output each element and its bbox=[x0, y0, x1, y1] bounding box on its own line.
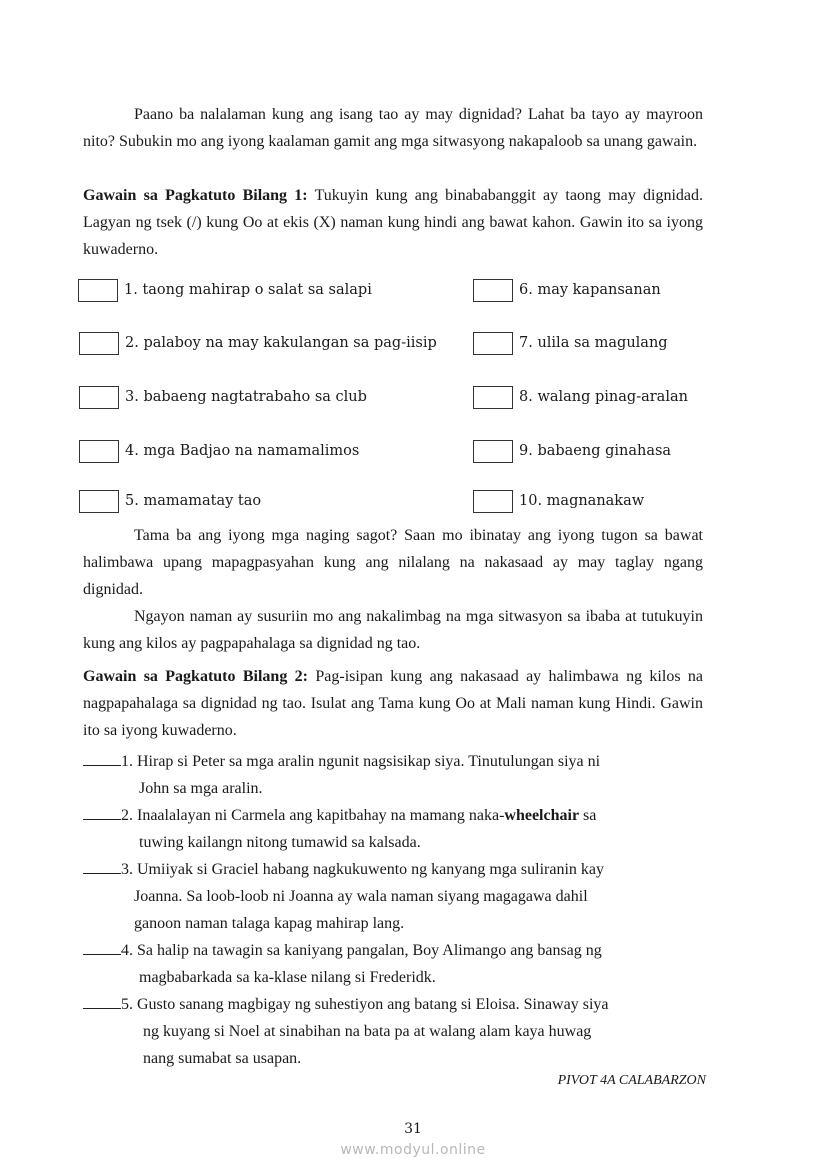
question-text: 2. Inaalalayan ni Carmela ang kapitbahay na mamang naka- bbox=[121, 807, 505, 824]
checklist-label: 1. taong mahirap o salat sa salapi bbox=[124, 282, 372, 298]
intro-paragraph: Paano ba nalalaman kung ang isang tao ay may dignidad? Lahat ba tayo ay mayroon nito? Subukin mo ang iyong kaalaman gamit ang mga sitwasyong nakapaloob sa unang gawain. bbox=[83, 106, 703, 150]
checklist-label: 7. ulila sa magulang bbox=[519, 335, 668, 351]
activity2-paragraph bbox=[83, 663, 703, 744]
answer-checkbox[interactable] bbox=[79, 332, 119, 355]
activity2-heading: Gawain sa Pagkatuto Bilang 2: bbox=[83, 668, 309, 685]
checklist-label: 6. may kapansanan bbox=[519, 282, 661, 298]
answer-blank[interactable] bbox=[83, 805, 121, 820]
question-item bbox=[83, 937, 713, 991]
checklist-item bbox=[79, 330, 437, 356]
transition-paragraph: Ngayon naman ay susuriin mo ang nakalimbag na mga sitwasyon sa ibaba at tutukuyin kung ang kilos ay pagpapahalaga sa dignidad ng tao. bbox=[83, 608, 703, 652]
answer-blank[interactable] bbox=[83, 751, 121, 766]
page-number: 31 bbox=[404, 1121, 422, 1137]
footer-source: PIVOT 4A CALABARZON bbox=[557, 1073, 706, 1088]
question-text: sa bbox=[579, 807, 597, 824]
checklist-label: 4. mga Badjao na namamalimos bbox=[125, 443, 360, 459]
watermark: www.modyul.online bbox=[340, 1142, 486, 1158]
question-text: 3. Umiiyak si Graciel habang nagkukuwento ng kanyang mga suliranin kay bbox=[121, 861, 604, 878]
question-text: 5. Gusto sanang magbigay ng suhestiyon ang batang si Eloisa. Sinaway siya bbox=[121, 996, 609, 1013]
answer-blank[interactable] bbox=[83, 994, 121, 1009]
checklist-item bbox=[473, 488, 644, 514]
answer-checkbox[interactable] bbox=[78, 279, 118, 302]
activity2-instructions: Pag-isipan kung ang nakasaad ay halimbawa ng kilos na nagpapahalaga sa dignidad ng tao. Isulat ang Tama kung Oo at Mali naman kung Hindi. Gawin ito sa iyong kuwaderno. bbox=[83, 668, 704, 739]
question-text-continued: ng kuyang si Noel at sinabihan na bata pa at walang alam kaya huwag bbox=[143, 1023, 592, 1040]
answer-checkbox[interactable] bbox=[473, 490, 513, 513]
question-item bbox=[83, 856, 713, 937]
answer-checkbox[interactable] bbox=[79, 386, 119, 409]
activity1-instructions: Tukuyin kung ang binababanggit ay taong may dignidad. Lagyan ng tsek (/) kung Oo at ekis (X) naman kung hindi ang bawat kahon. Gawin ito sa iyong kuwaderno. bbox=[83, 187, 703, 258]
answer-checkbox[interactable] bbox=[79, 490, 119, 513]
reflection-paragraph: Tama ba ang iyong mga naging sagot? Saan mo ibinatay ang iyong tugon sa bawat halimbawa upang mapagpasyahan kung ang nilalang na nakasaad ay may taglay ngang dignidad. bbox=[83, 527, 703, 598]
checklist-item bbox=[79, 438, 359, 464]
checklist-label: 3. babaeng nagtatrabaho sa club bbox=[125, 389, 367, 405]
question-text-continued: magbabarkada sa ka-klase nilang si Frederidk. bbox=[139, 969, 436, 986]
checklist-label: 5. mamamatay tao bbox=[125, 493, 262, 509]
question-text-continued: nang sumabat sa usapan. bbox=[143, 1050, 302, 1067]
checklist-item bbox=[473, 384, 688, 410]
checklist-item bbox=[473, 330, 668, 356]
question-item bbox=[83, 748, 713, 802]
question-text: 1. Hirap si Peter sa mga aralin ngunit nagsisikap siya. Tinutulungan siya ni bbox=[121, 753, 601, 770]
answer-blank[interactable] bbox=[83, 859, 121, 874]
answer-checkbox[interactable] bbox=[473, 332, 513, 355]
answer-blank[interactable] bbox=[83, 940, 121, 955]
checklist-label: 10. magnanakaw bbox=[519, 493, 645, 509]
checklist-item bbox=[473, 277, 661, 303]
question-item bbox=[83, 991, 713, 1072]
answer-checkbox[interactable] bbox=[473, 279, 513, 302]
checklist-item bbox=[79, 384, 367, 410]
checklist-item bbox=[78, 277, 372, 303]
question-text-continued: ganoon naman talaga kapag mahirap lang. bbox=[134, 915, 405, 932]
checklist-label: 8. walang pinag-aralan bbox=[519, 389, 688, 405]
question-text-continued: John sa mga aralin. bbox=[139, 780, 263, 797]
activity1-heading: Gawain sa Pagkatuto Bilang 1: bbox=[83, 187, 308, 204]
answer-checkbox[interactable] bbox=[79, 440, 119, 463]
question-text-continued: Joanna. Sa loob-loob ni Joanna ay wala naman siyang magagawa dahil bbox=[134, 888, 588, 905]
checklist-label: 9. babaeng ginahasa bbox=[519, 443, 672, 459]
question-item bbox=[83, 802, 713, 856]
answer-checkbox[interactable] bbox=[473, 386, 513, 409]
question-text-continued: tuwing kailangn nitong tumawid sa kalsada. bbox=[139, 834, 421, 851]
question-text: 4. Sa halip na tawagin sa kaniyang pangalan, Boy Alimango ang bansag ng bbox=[121, 942, 602, 959]
checklist-label: 2. palaboy na may kakulangan sa pag-iisip bbox=[125, 335, 437, 351]
checklist-item bbox=[473, 438, 671, 464]
checklist-item bbox=[79, 488, 261, 514]
question-emphasis: wheelchair bbox=[504, 807, 580, 824]
activity1-paragraph bbox=[83, 182, 703, 263]
answer-checkbox[interactable] bbox=[473, 440, 513, 463]
